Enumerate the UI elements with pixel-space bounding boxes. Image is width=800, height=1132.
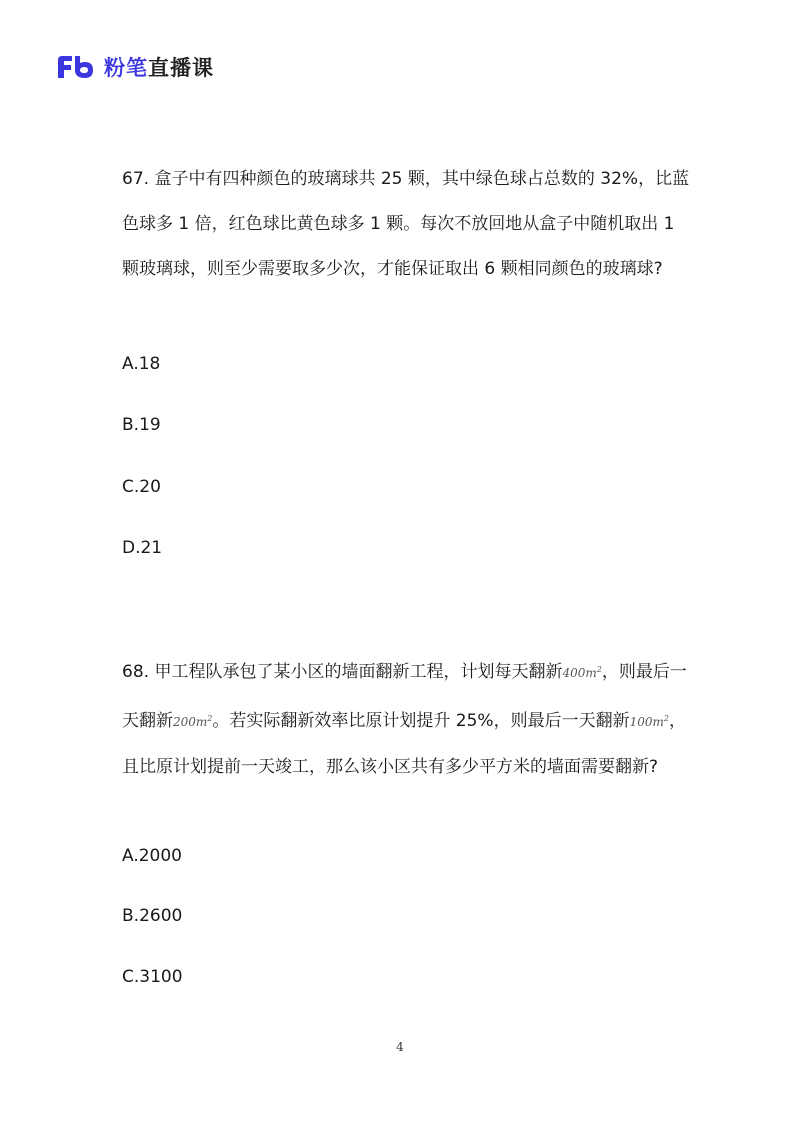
brand-part1: 粉笔 [104,56,148,80]
q68-option-a: A.2000 [122,846,182,866]
q67-option-c: C.20 [122,477,161,497]
q68-math-200 [173,715,212,729]
q68-part1: 68. 甲工程队承包了某小区的墙面翻新工程，计划每天翻新 [122,662,563,682]
q68-option-b: B.2600 [122,906,183,926]
q68-part3: 。若实际翻新效率比原计划提升 25%，则最后一天翻新 [212,711,630,731]
q68-math-100 [630,715,669,729]
q68-math-200-value: 200m [173,715,208,729]
q68-math-200-sup: 2 [207,714,213,723]
header [56,52,214,82]
question-67-text: 67. 盒子中有四种颜色的玻璃球共 25 颗，其中绿色球占总数的 32%，比蓝色球多 1 倍，红色球比黄色球多 1 颗。每次不放回地从盒子中随机取出 1 颗玻璃球，则至少需要取多少次，才能保证取出 6 颗相同颜色的玻璃球? [122,169,690,279]
question-68-text [122,647,692,790]
q68-math-400 [562,666,601,680]
brand-name [104,52,214,82]
q68-math-100-value: 100m [629,715,664,729]
question-68 [122,647,692,790]
page-number: 4 [396,1040,404,1054]
q68-option-c: C.3100 [122,967,183,987]
q68-part4: ，且比原计划提前一天竣工，那么该小区共有多少平方米的墙面需要翻新? [122,711,686,777]
q68-math-400-value: 400m [562,666,597,680]
q67-option-b: B.19 [122,415,161,435]
brand-part2: 直播课 [148,56,214,80]
q68-math-100-sup: 2 [663,714,669,723]
fb-logo-icon [56,53,96,81]
q68-part2: ，则最后一天翻新 [122,662,687,731]
q67-option-a: A.18 [122,354,161,374]
q68-math-400-sup: 2 [596,665,602,674]
q67-option-d: D.21 [122,538,163,558]
question-67 [122,157,692,292]
